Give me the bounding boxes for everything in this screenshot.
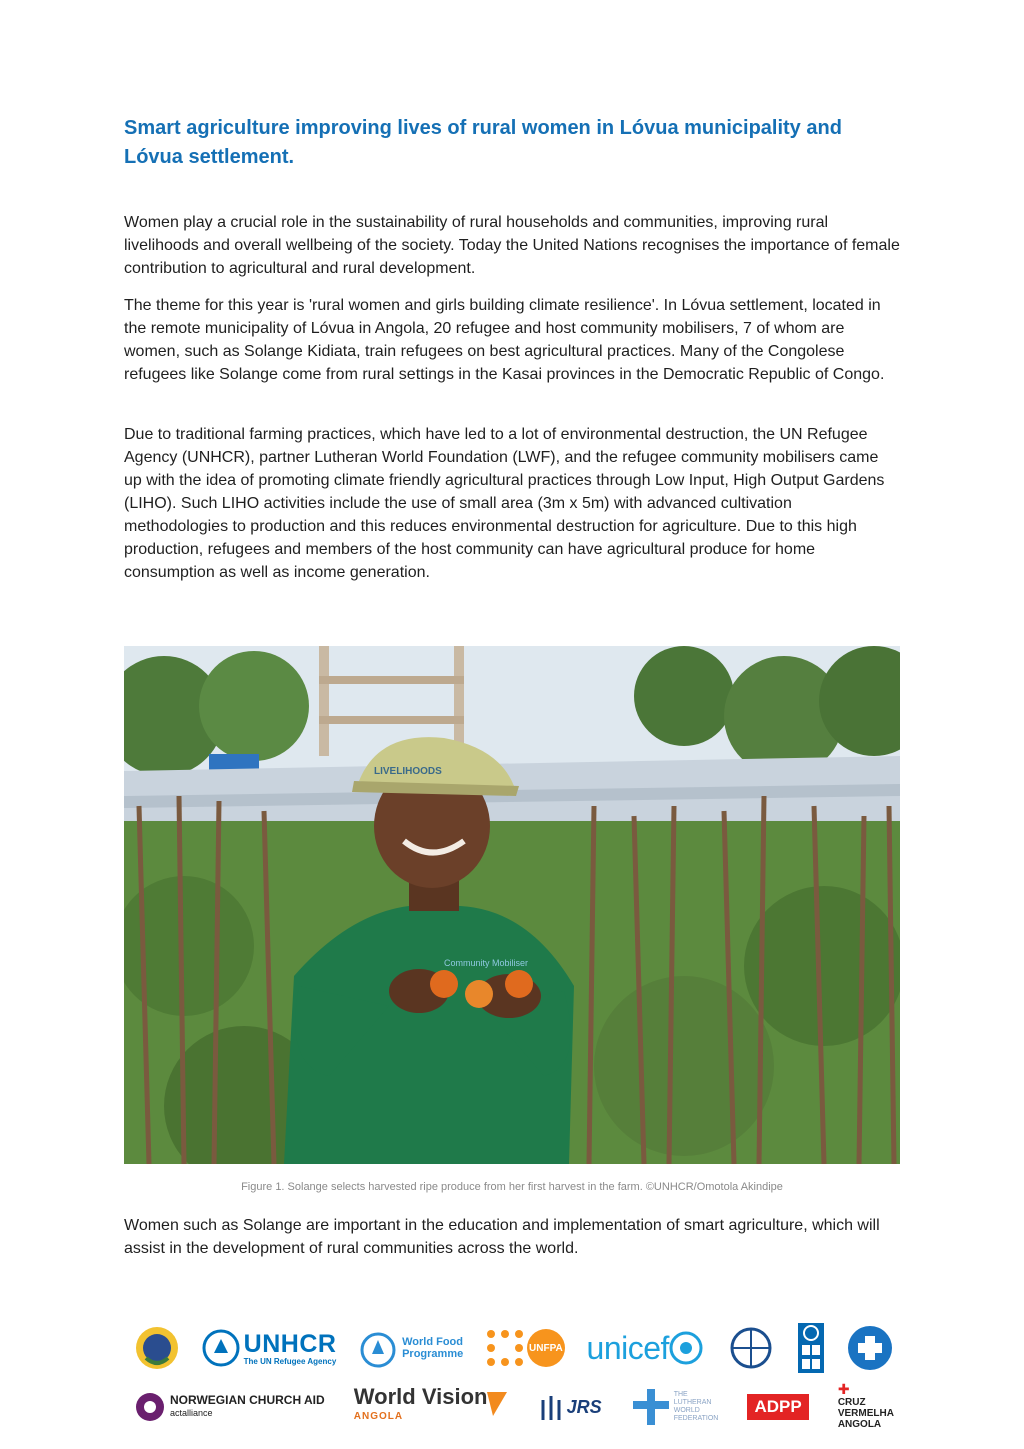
- photo-solange-harvest: [124, 646, 900, 1164]
- wv-star-icon: [487, 1392, 507, 1422]
- nca-emblem-icon: [134, 1391, 166, 1423]
- iom-emblem-icon: [725, 1326, 777, 1370]
- iom-logo: [725, 1326, 777, 1370]
- wv-sub: ANGOLA: [353, 1411, 404, 1422]
- partner-logos-row-1: [134, 1318, 894, 1378]
- jrs-figures-icon: [537, 1392, 567, 1422]
- wfp-line-1: World Food: [402, 1336, 463, 1348]
- wfp-emblem-icon: [358, 1328, 398, 1368]
- lwf-line-1: THE: [673, 1391, 688, 1398]
- wfp-logo: [358, 1328, 463, 1368]
- lwf-cross-icon: [631, 1387, 671, 1427]
- photo-caption: Figure 1. Solange selects harvested ripe produce from her first harvest in the farm. ©UNHCR/Omotola Akindipe: [241, 1181, 783, 1193]
- unfpa-logo: [485, 1328, 565, 1368]
- cruz-line-2: VERMELHA: [837, 1408, 894, 1419]
- undp-logo: [798, 1323, 824, 1373]
- lwf-line-4: FEDERATION: [673, 1415, 719, 1422]
- partner-logos-row-2: [134, 1381, 894, 1430]
- angola-emblem-logo: [134, 1324, 180, 1372]
- document-title: Smart agriculture improving lives of rural women in Lóvua municipality and Lóvua settlement.: [124, 117, 842, 168]
- medicos-emblem-icon: [846, 1324, 894, 1372]
- unicef-logo: [587, 1330, 703, 1367]
- unfpa-name: UNFPA: [529, 1342, 563, 1354]
- lwf-line-3: WORLD: [673, 1407, 700, 1414]
- unicef-name: unicef: [586, 1329, 669, 1366]
- paragraph-theme: The theme for this year is 'rural women and girls building climate resilience'. In Lóvua settlement, located in the remote municipality of Lóvua in Angola, 20 refugee and host community mobilisers, 7 of whom are women, such as Solange Kidiata, train refugees on best agricultural practices. Many of the Congolese refugees like Solange come from rural settings in the Kasai provinces in the Democratic Republic of Congo.: [124, 297, 885, 383]
- unfpa-dots-icon: [485, 1328, 525, 1368]
- cruz-vermelha-logo: [837, 1381, 894, 1430]
- nca-sub: actalliance: [170, 1408, 213, 1418]
- adpp-logo: ADPP: [747, 1394, 808, 1420]
- nca-name: NORWEGIAN CHURCH AID: [170, 1393, 325, 1407]
- cruz-line-1: CRUZ: [837, 1397, 866, 1408]
- lwf-logo: [631, 1387, 719, 1427]
- unhcr-tagline: The UN Refugee Agency: [243, 1357, 337, 1366]
- cap-label: LIVELIHOODS: [374, 766, 442, 777]
- unicef-emblem-icon: [669, 1331, 703, 1365]
- photo-illustration: [124, 646, 900, 1164]
- norwegian-church-aid-logo: [134, 1391, 325, 1423]
- medicos-del-mundo-logo: [846, 1324, 894, 1372]
- lwf-line-2: LUTHERAN: [673, 1399, 712, 1406]
- unhcr-emblem-icon: [202, 1329, 240, 1367]
- shirt-label: Community Mobiliser: [444, 958, 529, 968]
- paragraph-intro: Women play a crucial role in the sustainability of rural households and communities, improving rural livelihoods and overall wellbeing of the society. Today the United Nations recognises the importance of female contribution to agricultural and rural development.: [124, 214, 900, 277]
- cruz-line-3: ANGOLA: [837, 1419, 882, 1430]
- jrs-logo: [537, 1392, 602, 1422]
- wv-name: World Vision: [353, 1384, 488, 1409]
- undp-block-icon: [798, 1323, 824, 1373]
- world-vision-logo: [353, 1384, 508, 1427]
- unhcr-name: UNHCR: [243, 1330, 337, 1358]
- paragraph-liho: Due to traditional farming practices, which have led to a lot of environmental destruction, the UN Refugee Agency (UNHCR), partner Lutheran World Foundation (LWF), and the refugee community mobilisers came up with the idea of promoting climate friendly agricultural practices through Low Input, High Output Gardens (LIHO). Such LIHO activities include the use of small area (3m x 5m) with advanced cultivation methodologies to production and this reduces environmental destruction for agriculture. Due to this high production, refugees and members of the host community can have agricultural produce for home consumption as well as income generation.: [124, 426, 885, 581]
- unhcr-logo: [202, 1329, 337, 1367]
- wfp-line-2: Programme: [402, 1348, 464, 1360]
- paragraph-conclusion: Women such as Solange are important in the education and implementation of smart agriculture, which will assist in the development of rural communities across the world.: [124, 1217, 880, 1257]
- jrs-name: JRS: [566, 1396, 602, 1417]
- red-cross-icon: ✚: [837, 1381, 850, 1397]
